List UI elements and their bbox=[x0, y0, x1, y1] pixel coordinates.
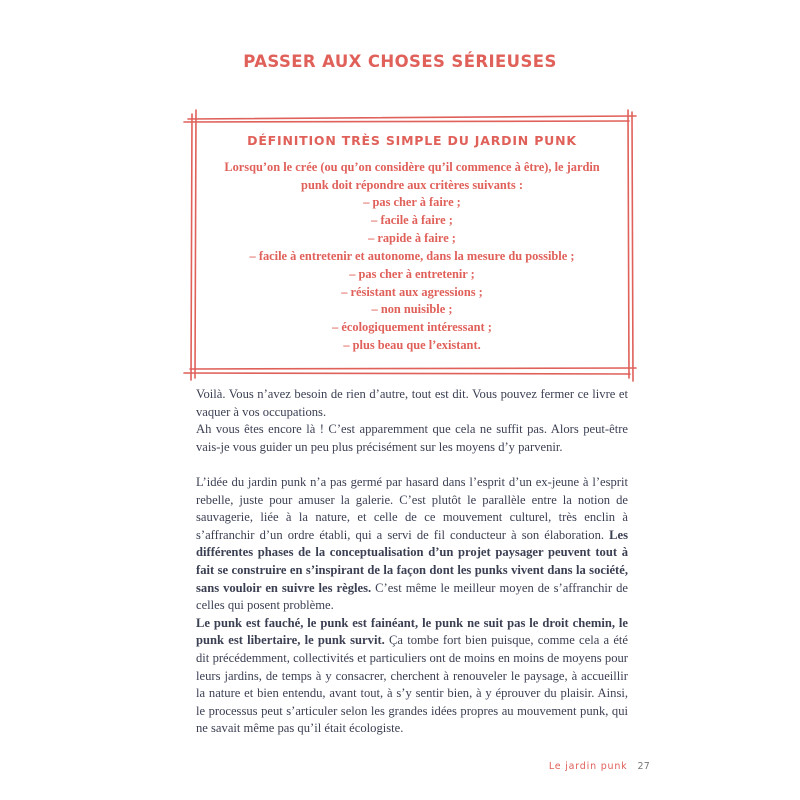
criteria-list bbox=[196, 194, 628, 355]
paragraph-4-text: Ça tombe fort bien puisque, comme cela a été dit précédemment, collectivités et particuliers ont de moins en moins de moyens pour leurs jardins, de temps à y consacrer, cherchent à renouveler le paysage, à accueillir la nature et bien entendu, avant tout, à s’y sentir bien, à y éprouver du plaisir. Ainsi, le processus peut s’articuler selon les grandes idées propres au mouvement punk, qui ne savait même pas qu’il était écologiste. bbox=[196, 633, 628, 736]
page-footer bbox=[549, 761, 650, 772]
criteria-item: – rapide à faire ; bbox=[368, 230, 456, 245]
paragraph-4-bold: Le punk est fauché, le punk est fainéant, le punk ne suit pas le droit chemin, le punk est libertaire, le punk survit. bbox=[196, 615, 628, 648]
definition-intro: Lorsqu’on le crée (ou qu’on considère qu’il commence à être), le jardin punk doit répondre aux critères suivants : bbox=[224, 160, 600, 192]
running-title: Le jardin punk bbox=[548, 761, 628, 772]
criteria-item: – facile à entretenir et autonome, dans la mesure du possible ; bbox=[249, 248, 575, 263]
definition-box bbox=[196, 120, 628, 370]
criteria-item: – écologiquement intéressant ; bbox=[332, 320, 492, 335]
paragraph-3 bbox=[196, 474, 628, 615]
criteria-item: – pas cher à faire ; bbox=[363, 195, 461, 209]
page-number: 27 bbox=[637, 761, 650, 772]
criteria-item: – plus beau que l’existant. bbox=[343, 338, 481, 353]
page-heading: PASSER AUX CHOSES SÉRIEUSES bbox=[243, 52, 557, 71]
criteria-item: – facile à faire ; bbox=[371, 212, 453, 227]
definition-title: DÉFINITION TRÈS SIMPLE DU JARDIN PUNK bbox=[247, 133, 577, 148]
paragraph-gap bbox=[196, 456, 628, 474]
paragraph-2: Ah vous êtes encore là ! C’est apparemment que cela ne suffit pas. Alors peut-être vais-je vous guider un peu plus précisément sur les moyens d’y parvenir. bbox=[196, 422, 628, 454]
paragraph-3-bold: Les différentes phases de la conceptualisation d’un projet paysager peuvent tout à fait se construire en s’inspirant de la façon dont les punks vivent dans la société, sans vouloir en suivre les règles. bbox=[196, 527, 628, 595]
paragraph-3-text: L’idée du jardin punk n’a pas germé par hasard dans l’esprit d’un ex-jeune à l’esprit rebelle, juste pour amuser la galerie. C’est plutôt le parallèle entre la notion de sauvagerie, liée à la nature, et celle de ce mouvement culturel, très enclin à s’affranchir d’un ordre établi, qui a servi de fil conducteur à son élaboration. bbox=[196, 474, 628, 542]
criteria-item: – pas cher à entretenir ; bbox=[349, 266, 475, 281]
criteria-item: – résistant aux agressions ; bbox=[341, 284, 483, 299]
paragraph-4 bbox=[196, 615, 628, 738]
body-text bbox=[196, 386, 628, 738]
criteria-item: – non nuisible ; bbox=[371, 302, 453, 317]
paragraph-1: Voilà. Vous n’avez besoin de rien d’autre, tout est dit. Vous pouvez fermer ce livre et vaquer à vos occupations. bbox=[196, 387, 628, 419]
paragraph-3-end: C’est même le meilleur moyen de s’affranchir de celles qui posent problème. bbox=[196, 580, 628, 613]
